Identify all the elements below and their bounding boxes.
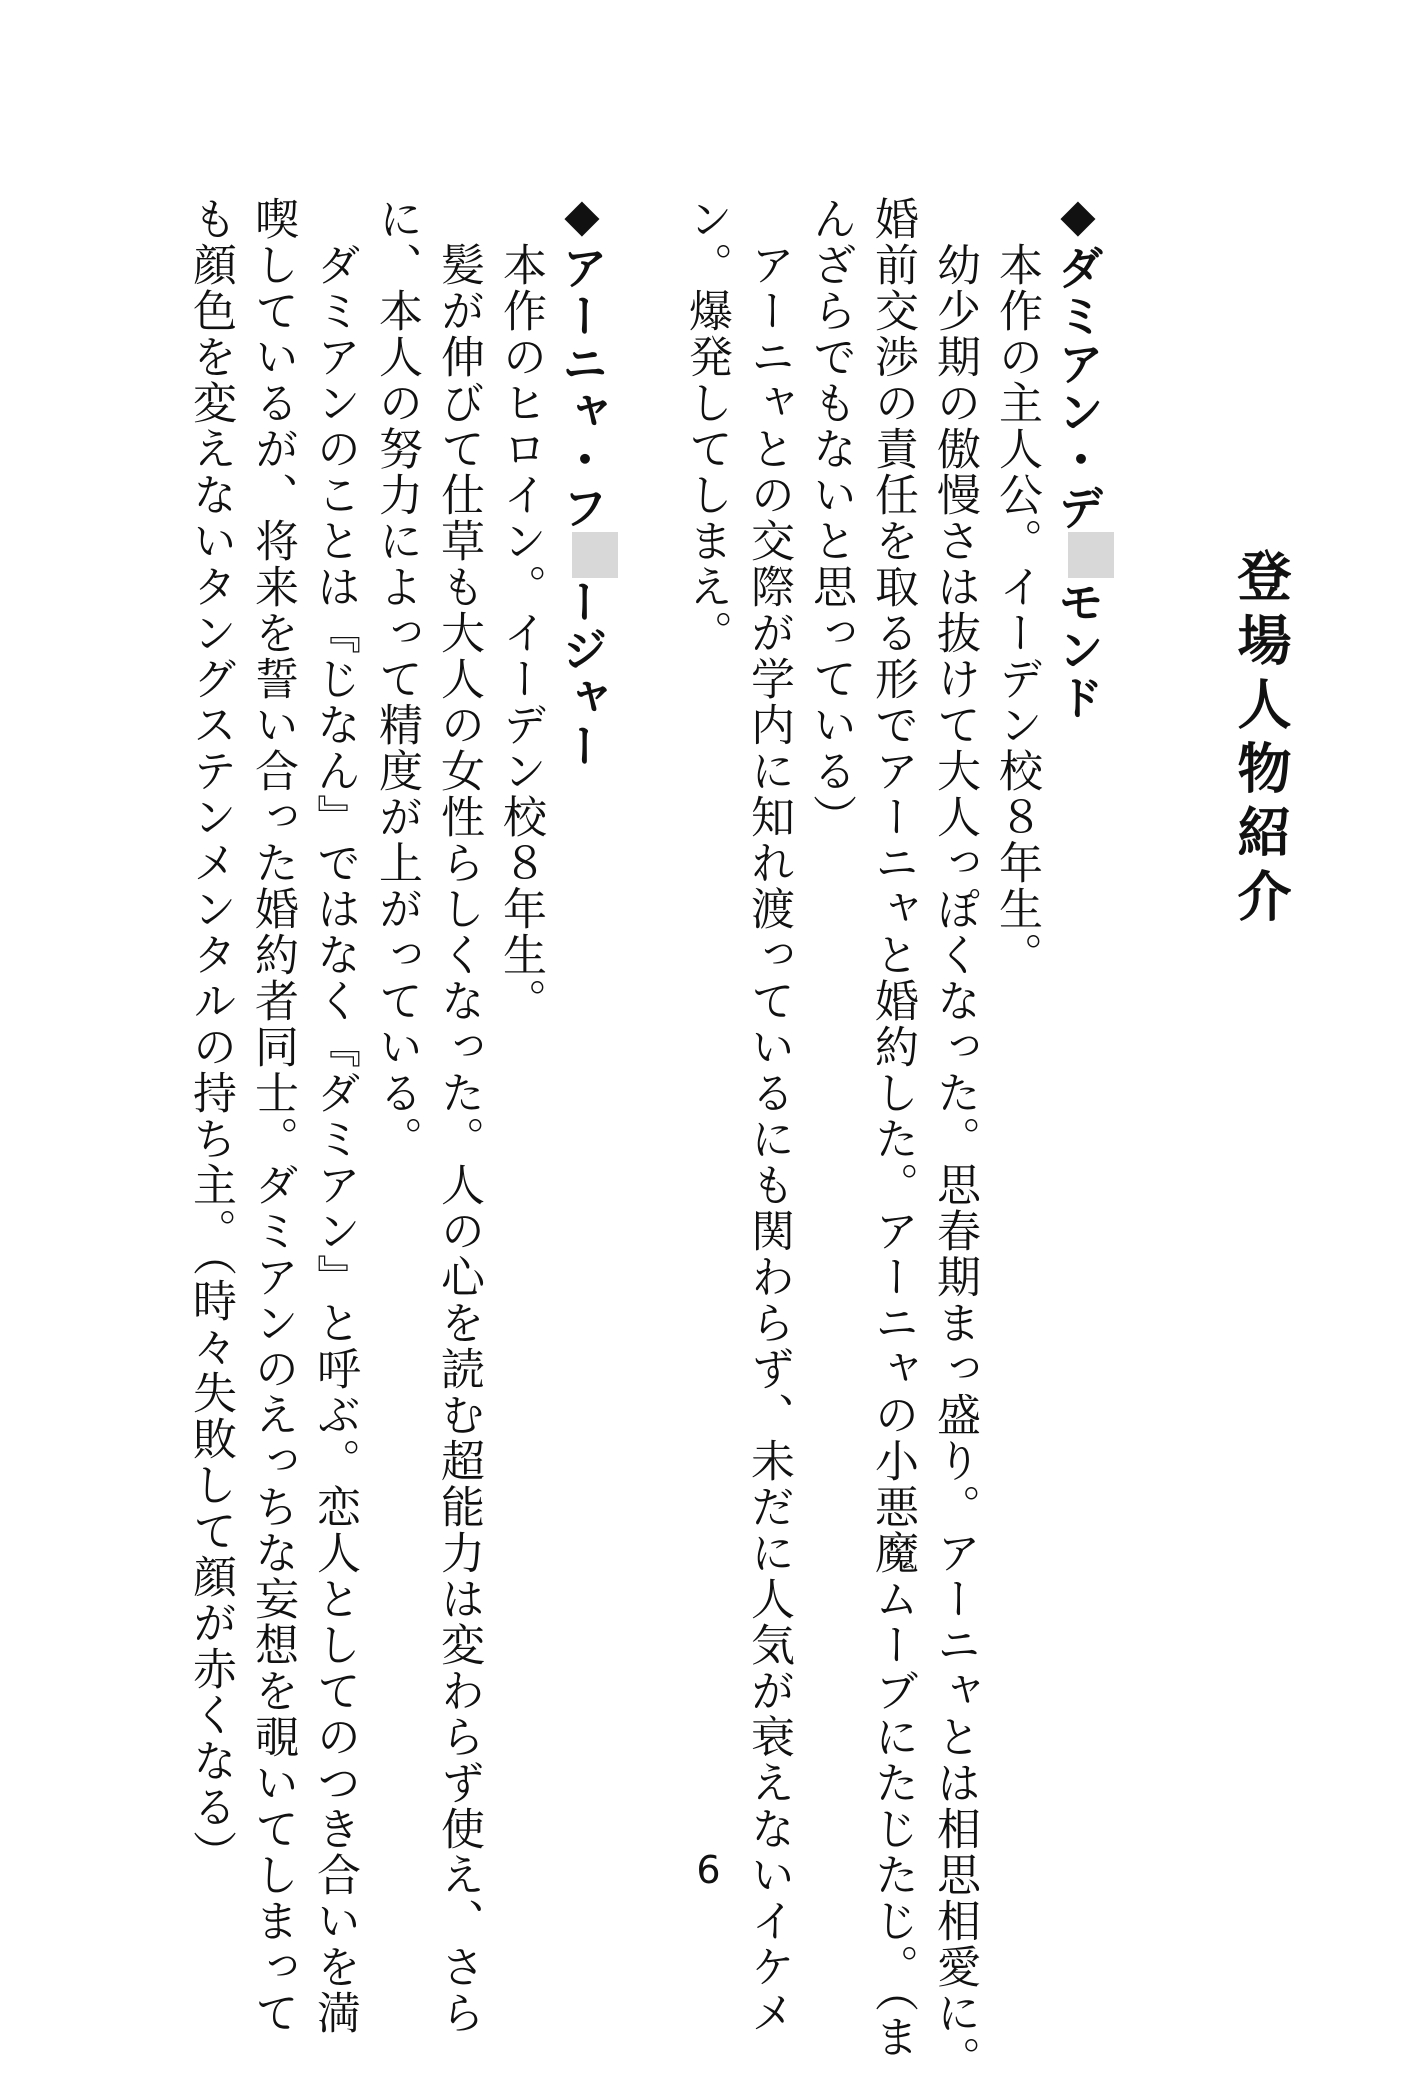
section-heading-anya bbox=[551, 188, 618, 770]
page-title: 登場人物紹介 bbox=[1229, 548, 1292, 932]
redaction-block bbox=[572, 532, 618, 578]
body-line: 本作のヒロイン。イーデン校８年生。 bbox=[495, 196, 546, 1024]
body-line: に、本人の努力によって精度が上がっている。 bbox=[371, 196, 422, 1162]
body-line: 喫しているが、将来を誓い合った婚約者同士。ダミアンのえっちな妄想を覗いてしまって bbox=[247, 196, 298, 2036]
body-line: アーニャとの交際が学内に知れ渡っているにも関わらず、未だに人気が衰えないイケメ bbox=[743, 196, 794, 2036]
heading-text: ◆ダミアン・デ bbox=[1051, 188, 1105, 532]
body-line: 本作の主人公。イーデン校８年生。 bbox=[991, 196, 1042, 978]
body-line: 婚前交渉の責任を取る形でアーニャと婚約した。アーニャの小悪魔ムーブにたじたじ。（ま bbox=[867, 196, 918, 2060]
body-line: んざらでもないと思っている） bbox=[805, 196, 856, 840]
redaction-block bbox=[1068, 532, 1114, 578]
body-line: ダミアンのことは『じなん』ではなく『ダミアン』と呼ぶ。恋人としてのつき合いを満 bbox=[309, 196, 360, 2036]
section-heading-damian bbox=[1047, 188, 1114, 722]
body-line: ン。爆発してしまえ。 bbox=[681, 196, 732, 656]
heading-text: モンド bbox=[1051, 578, 1105, 722]
heading-text: ージャー bbox=[555, 578, 609, 770]
body-line: 幼少期の傲慢さは抜けて大人っぽくなった。思春期まっ盛り。アーニャとは相思相愛に。 bbox=[929, 196, 980, 2082]
body-line: 髪が伸びて仕草も大人の女性らしくなった。人の心を読む超能力は変わらず使え、さら bbox=[433, 196, 484, 2036]
page-number: 6 bbox=[696, 1848, 721, 1892]
heading-text: ◆アーニャ・フ bbox=[555, 188, 609, 532]
body-line: も顔色を変えないタングステンメンタルの持ち主。（時々失敗して顔が赤くなる） bbox=[185, 196, 236, 1876]
